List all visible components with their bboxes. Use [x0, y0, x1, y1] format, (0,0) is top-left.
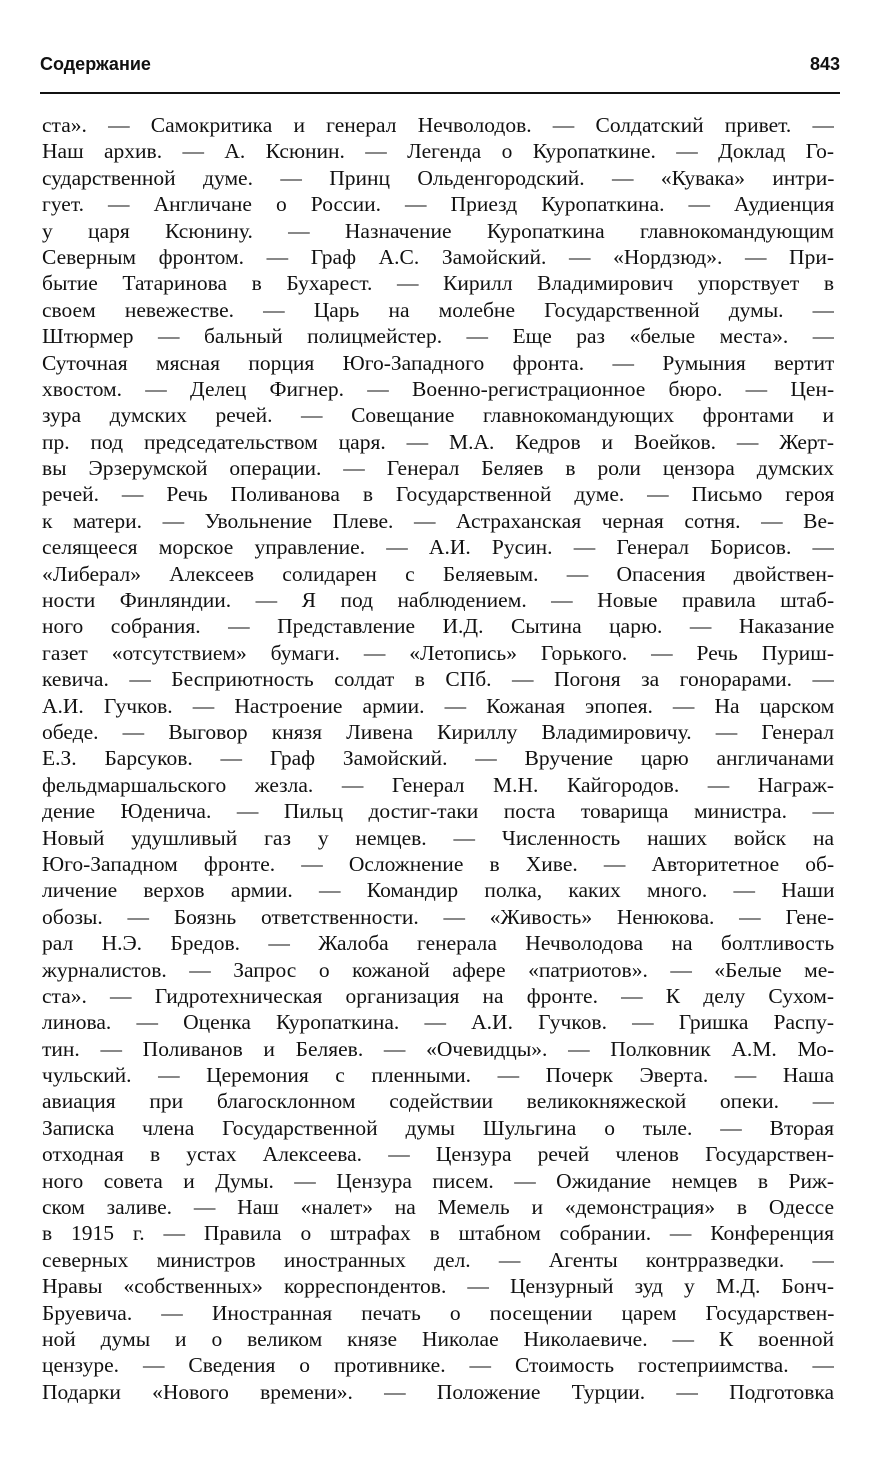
text-line: селящееся морское управление. — А.И. Русин. — Генерал Борисов. —	[42, 535, 834, 560]
text-line: ста». — Самокритика и генерал Нечволодов. — Солдатский привет. —	[42, 113, 834, 137]
text-line: дение Юденича. — Пильц достиг-таки поста товарища министра. —	[42, 799, 834, 824]
text-line: северных министров иностранных дел. — Агенты контрразведки. —	[42, 1247, 834, 1272]
text-line: у царя Ксюнину. — Назначение Куропаткина главнокомандующим	[42, 218, 834, 243]
text-line: Наш архив. — А. Ксюнин. — Легенда о Куропаткине. — Доклад Го-	[42, 139, 834, 164]
header-rule	[40, 92, 840, 94]
text-line: Нравы «собственных» корреспондентов. — Цензурный зуд у М.Д. Бонч-	[42, 1274, 834, 1299]
text-line: Штюрмер — бальный полицмейстер. — Еще раз «белые места». —	[42, 324, 834, 349]
text-line: фельдмаршальского жезла. — Генерал М.Н. Кайгородов. — Награж-	[42, 772, 834, 797]
text-line: ной думы и о великом князе Николае Николаевиче. — К военной	[42, 1326, 834, 1351]
text-line: ного собрания. — Представление И.Д. Сытина царю. — Наказание	[42, 614, 834, 639]
text-line: Юго-Западном фронте. — Осложнение в Хиве. — Авторитетное об-	[42, 851, 834, 876]
text-line: А.И. Гучков. — Настроение армии. — Кожаная эпопея. — На царском	[42, 693, 834, 718]
text-line: обеде. — Выговор князя Ливена Кириллу Владимировичу. — Генерал	[42, 719, 834, 744]
text-line: личение верхов армии. — Командир полка, каких много. — Наши	[42, 878, 834, 903]
text-line: Суточная мясная порция Юго-Западного фронта. — Румыния вертит	[42, 350, 834, 375]
text-line: Новый удушливый газ у немцев. — Численность наших войск на	[42, 825, 834, 850]
text-line: зура думских речей. — Совещание главнокомандующих фронтами и	[42, 403, 834, 428]
text-line: цензуре. — Сведения о противнике. — Стоимость гостеприимства. —	[42, 1353, 834, 1378]
text-line: журналистов. — Запрос о кожаной афере «патриотов». — «Белые ме-	[42, 957, 834, 982]
text-line: «Либерал» Алексеев солидарен с Беляевым. — Опасения двойствен-	[42, 561, 834, 586]
text-line: в 1915 г. — Правила о штрафах в штабном собрании. — Конференция	[42, 1221, 834, 1246]
text-line: чульский. — Церемония с пленными. — Почерк Эверта. — Наша	[42, 1063, 834, 1088]
text-line: сударственной думе. — Принц Ольденгородский. — «Кувака» интри-	[42, 165, 834, 190]
text-line: линова. — Оценка Куропаткина. — А.И. Гучков. — Гришка Распу-	[42, 1010, 834, 1035]
page-number: 843	[809, 54, 840, 74]
running-title: Содержание	[40, 54, 151, 74]
running-header	[40, 54, 840, 84]
text-line: ста». — Гидротехническая организация на фронте. — К делу Сухом-	[42, 983, 834, 1008]
text-line: Е.З. Барсуков. — Граф Замойский. — Вручение царю англичанами	[42, 746, 834, 771]
text-line: ском заливе. — Наш «налет» на Мемель и «демонстрация» в Одессе	[42, 1195, 834, 1220]
text-line: Записка члена Государственной думы Шульгина о тыле. — Вторая	[42, 1115, 834, 1140]
text-line: авиация при благосклонном содействии великокняжеской опеки. —	[42, 1089, 834, 1114]
contents-body	[42, 112, 834, 1405]
text-line: отходная в устах Алексеева. — Цензура речей членов Государствен-	[42, 1142, 834, 1167]
text-line: рал Н.Э. Бредов. — Жалоба генерала Нечволодова на болтливость	[42, 931, 834, 956]
text-line: вы Эрзерумской операции. — Генерал Беляев в роли цензора думских	[42, 456, 834, 481]
text-line: своем невежестве. — Царь на молебне Государственной думы. —	[42, 297, 834, 322]
text-line: обозы. — Боязнь ответственности. — «Живость» Ненюкова. — Гене-	[42, 904, 834, 929]
text-line: ности Финляндии. — Я под наблюдением. — Новые правила штаб-	[42, 588, 834, 613]
text-line: пр. под председательством царя. — М.А. Кедров и Воейков. — Жерт-	[42, 429, 834, 454]
text-line: Северным фронтом. — Граф А.С. Замойский. — «Нордзюд». — При-	[42, 244, 834, 269]
text-line: газет «отсутствием» бумаги. — «Летопись» Горького. — Речь Пуриш-	[42, 640, 834, 665]
text-line: хвостом. — Делец Фигнер. — Военно-регистрационное бюро. — Цен-	[42, 376, 834, 401]
text-line: речей. — Речь Поливанова в Государственной думе. — Письмо героя	[42, 482, 834, 507]
text-line: тин. — Поливанов и Беляев. — «Очевидцы». — Полковник А.М. Мо-	[42, 1036, 834, 1061]
text-line: кевича. — Бесприютность солдат в СПб. — Погоня за гонорарами. —	[42, 667, 834, 692]
text-line: Подарки «Нового времени». — Положение Турции. — Подготовка	[42, 1379, 834, 1404]
text-line: гует. — Англичане о России. — Приезд Куропаткина. — Аудиенция	[42, 192, 834, 217]
text-line: к матери. — Увольнение Плеве. — Астраханская черная сотня. — Ве-	[42, 508, 834, 533]
text-line: Бруевича. — Иностранная печать о посещении царем Государствен-	[42, 1300, 834, 1325]
text-line: ного совета и Думы. — Цензура писем. — Ожидание немцев в Риж-	[42, 1168, 834, 1193]
text-line: бытие Татаринова в Бухарест. — Кирилл Владимирович упорствует в	[42, 271, 834, 296]
